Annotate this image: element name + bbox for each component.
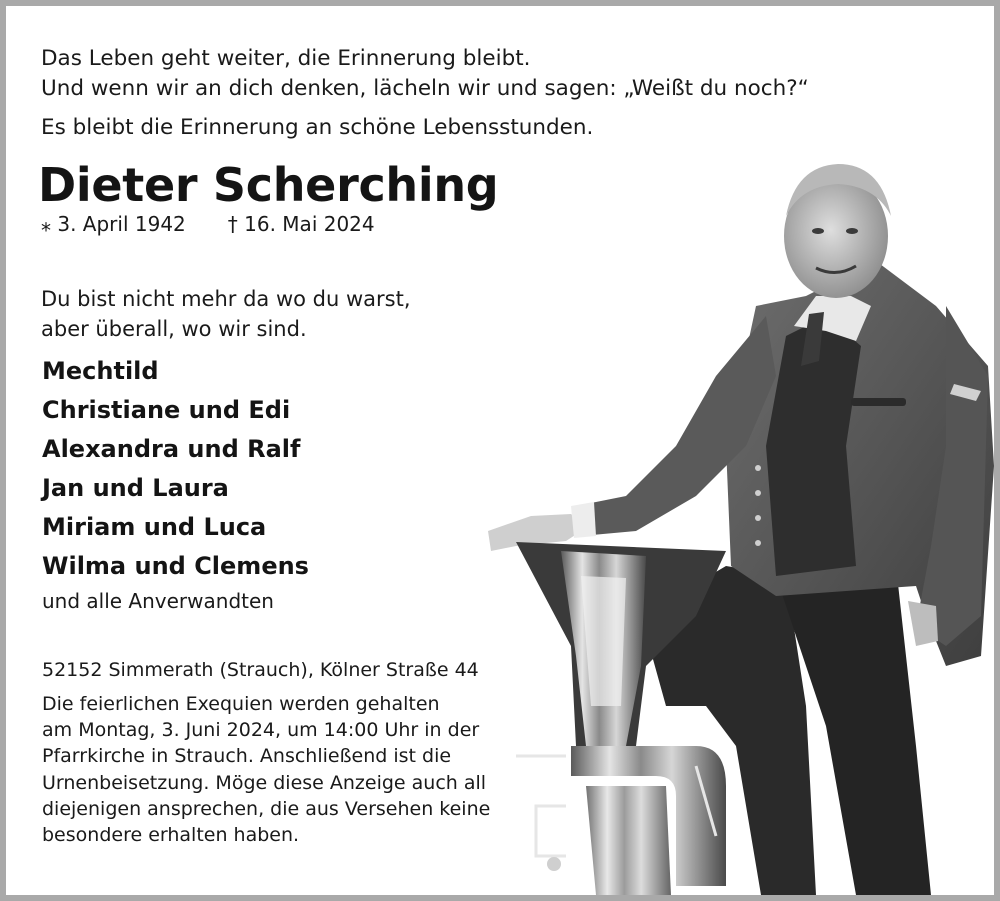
service-line-2: am Montag, 3. Juni 2024, um 14:00 Uhr in der [42,719,480,741]
family-member: Wilma und Clemens [42,552,309,580]
quote-line-2: aber überall, wo wir sind. [41,317,307,341]
obituary-notice [6,6,994,895]
death-symbol: † [227,212,238,236]
service-line-1: Die feierlichen Exequien werden gehalten [42,693,440,715]
service-line-5: diejenigen ansprechen, die aus Versehen keine [42,798,491,820]
family-member: Mechtild [42,357,159,385]
family-member: Alexandra und Ralf [42,435,301,463]
family-member: Jan und Laura [42,474,229,502]
portrait-photo [476,146,994,895]
quote-line-1: Du bist nicht mehr da wo du warst, [41,287,411,311]
life-dates [41,212,375,236]
service-line-6: besondere erhalten haben. [42,824,300,846]
deceased-name: Dieter Scherching [38,158,499,212]
service-line-4: Urnenbeisetzung. Möge diese Anzeige auch all [42,772,487,794]
family-list [42,352,309,616]
verse-line-3: Es bleibt die Erinnerung an schöne Lebensstunden. [41,115,594,140]
relatives-line: und alle Anverwandten [42,589,274,613]
death-date: 16. Mai 2024 [244,212,375,236]
verse-line-1: Das Leben geht weiter, die Erinnerung bleibt. [41,46,531,71]
verse-line-2: Und wenn wir an dich denken, lächeln wir und sagen: „Weißt du noch?“ [41,76,809,101]
service-line-3: Pfarrkirche in Strauch. Anschließend ist die [42,745,452,767]
birth-symbol: ⁎ [41,212,51,236]
address-line: 52152 Simmerath (Strauch), Kölner Straße 44 [42,659,479,681]
family-member: Christiane und Edi [42,396,291,424]
family-member: Miriam und Luca [42,513,267,541]
birth-date: 3. April 1942 [57,212,186,236]
